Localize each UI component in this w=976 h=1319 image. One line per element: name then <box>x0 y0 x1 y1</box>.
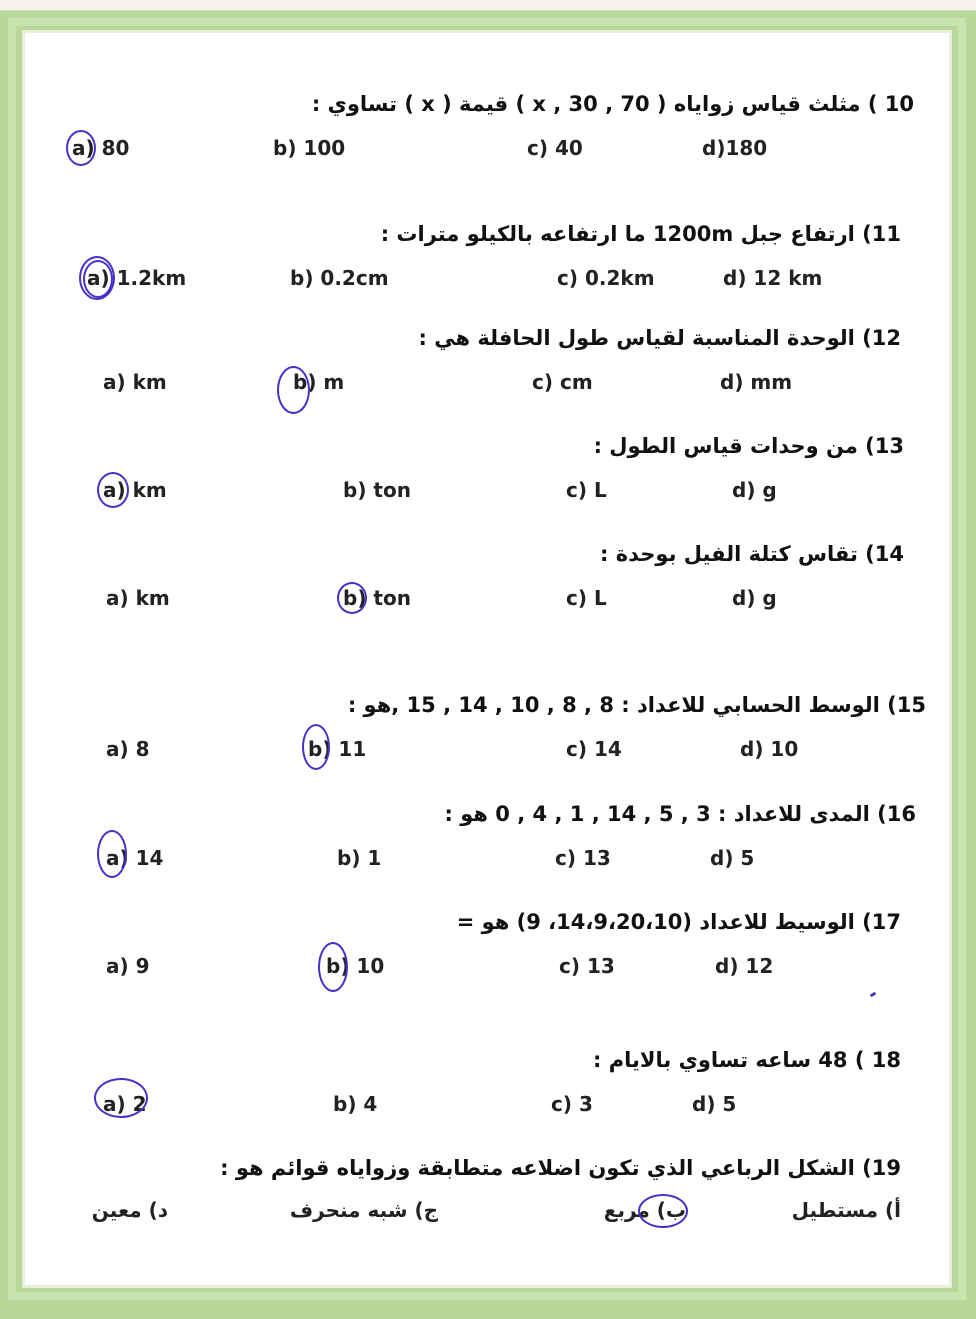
option-16-b[interactable]: b) 1 <box>337 846 382 870</box>
question-11: 11) ارتفاع جبل 1200m ما ارتفاعه بالكيلو مترات : <box>380 222 901 246</box>
option-19-a[interactable]: أ) مستطيل <box>791 1198 901 1222</box>
option-16-d[interactable]: d) 5 <box>710 846 755 870</box>
option-13-a[interactable]: a) km <box>103 478 167 502</box>
option-15-c[interactable]: c) 14 <box>566 737 622 761</box>
question-14: 14) تقاس كتلة الفيل بوحدة : <box>600 542 904 566</box>
option-11-c[interactable]: c) 0.2km <box>557 266 655 290</box>
option-12-d[interactable]: d) mm <box>720 370 793 394</box>
option-18-b[interactable]: b) 4 <box>333 1092 378 1116</box>
question-18: 18 ) 48 ساعه تساوي بالايام : <box>593 1048 901 1072</box>
option-17-b[interactable]: b) 10 <box>326 954 385 978</box>
option-15-b[interactable]: b) 11 <box>308 737 367 761</box>
question-12: 12) الوحدة المناسبة لقياس طول الحافلة هي : <box>418 326 901 350</box>
option-17-d[interactable]: d) 12 <box>715 954 774 978</box>
option-14-a[interactable]: a) km <box>106 586 170 610</box>
option-12-a[interactable]: a) km <box>103 370 167 394</box>
option-10-a[interactable]: a) 80 <box>72 136 130 160</box>
option-19-b[interactable]: ب) مربع <box>603 1198 686 1222</box>
worksheet-page <box>22 30 952 1288</box>
option-10-c[interactable]: c) 40 <box>527 136 583 160</box>
question-17: 17) الوسيط للاعداد (14،9،20،10، 9) هو = <box>456 910 901 934</box>
option-17-c[interactable]: c) 13 <box>559 954 615 978</box>
option-10-d[interactable]: d)180 <box>702 136 768 160</box>
option-14-c[interactable]: c) L <box>566 586 607 610</box>
option-17-a[interactable]: a) 9 <box>106 954 150 978</box>
option-18-a[interactable]: a) 2 <box>103 1092 147 1116</box>
option-16-c[interactable]: c) 13 <box>555 846 611 870</box>
option-12-c[interactable]: c) cm <box>532 370 593 394</box>
option-13-d[interactable]: d) g <box>732 478 777 502</box>
question-16: 16) المدى للاعداد : 3 , 5 , 14 , 1 , 4 , 0 هو : <box>444 802 916 826</box>
option-16-a[interactable]: a) 14 <box>106 846 164 870</box>
option-10-b[interactable]: b) 100 <box>273 136 346 160</box>
option-19-c[interactable]: ج) شبه منحرف <box>289 1198 438 1222</box>
question-13: 13) من وحدات قياس الطول : <box>593 434 904 458</box>
option-18-d[interactable]: d) 5 <box>692 1092 737 1116</box>
option-11-d[interactable]: d) 12 km <box>723 266 823 290</box>
option-14-d[interactable]: d) g <box>732 586 777 610</box>
option-11-b[interactable]: b) 0.2cm <box>290 266 389 290</box>
option-12-b[interactable]: b) m <box>293 370 345 394</box>
question-15: 15) الوسط الحسابي للاعداد : 8 , 8 , 10 , 14 , 15 ,هو : <box>347 693 926 717</box>
option-15-d[interactable]: d) 10 <box>740 737 799 761</box>
option-14-b[interactable]: b) ton <box>343 586 411 610</box>
option-15-a[interactable]: a) 8 <box>106 737 150 761</box>
option-19-d[interactable]: د) معين <box>91 1198 168 1222</box>
option-13-c[interactable]: c) L <box>566 478 607 502</box>
question-19: 19) الشكل الرباعي الذي تكون اضلاعه متطابقة وزواياه قوائم هو : <box>220 1156 901 1180</box>
option-13-b[interactable]: b) ton <box>343 478 411 502</box>
option-18-c[interactable]: c) 3 <box>551 1092 593 1116</box>
option-11-a[interactable]: a) 1.2km <box>87 266 187 290</box>
question-10: 10 ) مثلث قياس زواياه ( 70 , 30 , x ) قيمة ( x ) تساوي : <box>311 92 914 116</box>
